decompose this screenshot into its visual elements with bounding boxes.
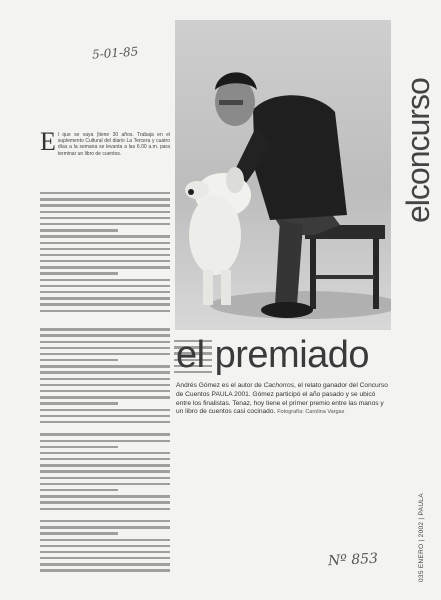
page-folio: 035 ENERO | 2002 | PAULA bbox=[418, 493, 425, 582]
greeked-text-line bbox=[40, 347, 170, 349]
greeked-text-line bbox=[40, 235, 170, 237]
greeked-text-line bbox=[40, 402, 118, 404]
greeked-text-line bbox=[40, 229, 118, 231]
greeked-text-line bbox=[40, 452, 170, 454]
greeked-text-line bbox=[40, 569, 170, 571]
greeked-text-line bbox=[40, 242, 170, 244]
greeked-text-line bbox=[40, 501, 170, 503]
greeked-text-line bbox=[40, 508, 170, 510]
greeked-text-line bbox=[40, 557, 170, 559]
greeked-text-line bbox=[40, 551, 170, 553]
greeked-text-line bbox=[40, 192, 170, 194]
greeked-text-line bbox=[40, 433, 170, 435]
body-opening bbox=[40, 127, 170, 157]
photo-illustration bbox=[175, 20, 391, 330]
greeked-text-line bbox=[40, 464, 170, 466]
greeked-text-line bbox=[40, 328, 170, 330]
greeked-text-line bbox=[40, 272, 118, 274]
greeked-text-line bbox=[40, 440, 170, 442]
greeked-text-line bbox=[40, 396, 170, 398]
handwritten-date: 5-01-85 bbox=[91, 44, 139, 62]
greeked-text-line bbox=[40, 266, 170, 268]
greeked-text-line bbox=[40, 384, 170, 386]
greeked-text-line bbox=[40, 279, 170, 281]
photo-credit: Fotografía: Carolina Vargas bbox=[277, 409, 345, 416]
lead-paragraph bbox=[176, 382, 388, 417]
greeked-text-line bbox=[40, 458, 170, 460]
greeked-text-line bbox=[40, 409, 170, 411]
greeked-text-line bbox=[40, 532, 118, 534]
greeked-text-line bbox=[40, 310, 170, 312]
greeked-text-line bbox=[40, 198, 170, 200]
greeked-text-line bbox=[40, 303, 170, 305]
greeked-text-line bbox=[40, 341, 170, 343]
greeked-text-line bbox=[40, 297, 170, 299]
greeked-text-line bbox=[40, 371, 170, 373]
lead-text-before: Andrés Gómez es el autor de bbox=[176, 382, 264, 389]
greeked-text-line bbox=[40, 291, 170, 293]
greeked-text-line bbox=[40, 470, 170, 472]
greeked-text-line bbox=[40, 285, 170, 287]
greeked-text-line bbox=[40, 495, 170, 497]
greeked-text-line bbox=[40, 254, 170, 256]
greeked-text-line bbox=[40, 223, 170, 225]
greeked-text-line bbox=[40, 477, 170, 479]
greeked-text-line bbox=[40, 545, 170, 547]
greeked-text-line bbox=[40, 365, 170, 367]
greeked-text-line bbox=[40, 359, 118, 361]
greeked-text-line bbox=[40, 520, 170, 522]
lead-book-title: Cachorros bbox=[263, 382, 295, 389]
lead-text-after: , el relato ganador del Concurso de Cuentos PAULA 2001. Gómez participó el año pasado y se ubicó entre los finalistas. Tenaz, hoy tiene el primer premio entre las manos y un libro de cuentos casi cocinado. bbox=[176, 382, 388, 416]
greeked-text-line bbox=[40, 260, 170, 262]
greeked-text-line bbox=[40, 353, 170, 355]
greeked-text-line bbox=[40, 483, 170, 485]
greeked-text-line bbox=[40, 378, 170, 380]
greeked-text-line bbox=[40, 539, 170, 541]
greeked-text-line bbox=[40, 489, 118, 491]
greeked-text-line bbox=[40, 204, 170, 206]
greeked-text-line bbox=[40, 334, 170, 336]
greeked-text-line bbox=[40, 446, 118, 448]
body-text-column-left bbox=[40, 192, 170, 577]
greeked-text-line bbox=[40, 211, 170, 213]
drop-cap: E bbox=[40, 127, 56, 156]
greeked-text-line bbox=[40, 248, 170, 250]
greeked-text-line bbox=[40, 415, 170, 417]
headline: el premiado bbox=[176, 334, 370, 376]
handwritten-number: Nº 853 bbox=[327, 550, 379, 570]
opening-paragraph: l que se vaya (tiene 30 años. Trabaja en el suplemento Cultural del diario La Tercera y cuatro días a la semana se levanta a las 6.00 a.m. para terminar un libro de cuentos. bbox=[57, 132, 170, 157]
greeked-text-line bbox=[40, 563, 170, 565]
greeked-text-line bbox=[40, 421, 170, 423]
section-kicker bbox=[398, 18, 438, 228]
greeked-text-line bbox=[40, 390, 170, 392]
kicker-text: elconcurso bbox=[400, 78, 436, 223]
author-photo bbox=[175, 20, 391, 330]
greeked-text-line bbox=[40, 526, 170, 528]
greeked-text-line bbox=[40, 217, 170, 219]
